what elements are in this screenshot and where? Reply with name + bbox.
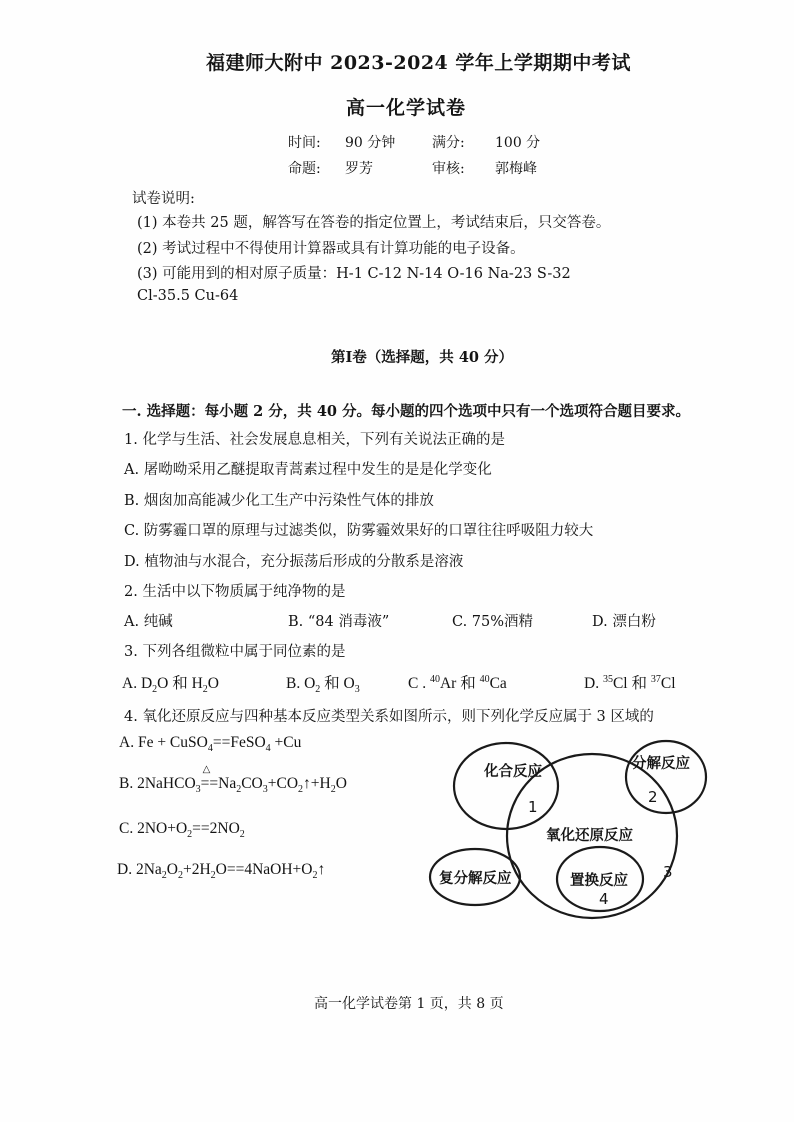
instructions-heading: 试卷说明: <box>132 191 195 207</box>
exam-subtitle: 高一化学试卷 <box>346 97 467 119</box>
combination-circle <box>454 743 558 829</box>
instruction-item: (1) 本卷共 25 题，解答写在答卷的指定位置上，考试结束后，只交答卷。 <box>137 215 611 231</box>
q3-option-d: D. $^{35}$Cl 和 $^{37}$Cl <box>584 673 676 692</box>
author-label: 命题: <box>288 161 321 177</box>
region-1-label: 1 <box>528 798 538 816</box>
section-title: 第Ⅰ卷（选择题，共 40 分） <box>331 349 514 366</box>
q2-option-c: C. 75%酒精 <box>452 614 534 630</box>
section-heading: 一. 选择题：每小题 2 分，共 40 分。每小题的四个选项中只有一个选项符合题目要求。 <box>122 403 691 420</box>
author-value: 罗芳 <box>345 161 373 177</box>
q2-option-d: D. 漂白粉 <box>592 614 656 630</box>
score-label: 满分: <box>432 135 465 151</box>
q3-stem: 3. 下列各组微粒中属于同位素的是 <box>124 644 346 660</box>
q3-option-a: A. $D_2O$ 和 $H_2O$ <box>122 675 219 696</box>
instruction-item: (2) 考试过程中不得使用计算器或具有计算功能的电子设备。 <box>137 241 525 257</box>
q1-option-b: B. 烟囱加高能减少化工生产中污染性气体的排放 <box>124 493 434 509</box>
redox-label: 氧化还原反应 <box>546 828 633 844</box>
q2-option-b: B. “84 消毒液” <box>288 614 390 630</box>
heat-symbol: △ <box>202 764 211 775</box>
reviewer-value: 郭梅峰 <box>495 161 537 177</box>
combination-label: 化合反应 <box>484 764 542 780</box>
decomposition-circle <box>626 741 706 813</box>
page-footer: 高一化学试卷第 1 页，共 8 页 <box>314 996 504 1012</box>
exam-title: 福建师大附中 2023-2024 学年上学期期中考试 <box>206 52 631 74</box>
reviewer-label: 审核: <box>432 161 465 177</box>
decomposition-label: 分解反应 <box>632 756 690 772</box>
q1-option-c: C. 防雾霾口罩的原理与过滤类似，防雾霾效果好的口罩往往呼吸阻力较大 <box>124 523 594 539</box>
region-4-label: 4 <box>599 890 609 908</box>
displacement-label: 置换反应 <box>570 873 628 889</box>
q2-option-a: A. 纯碱 <box>124 614 173 630</box>
double-decomposition-label: 复分解反应 <box>439 871 512 887</box>
reaction-type-diagram <box>420 732 720 932</box>
instruction-item: (3) 可能用到的相对原子质量：H-1 C-12 N-14 O-16 Na-23 S-32 <box>137 266 571 282</box>
q4-option-d: D. $2Na_2O_2+2H_2O==4NaOH+O_2↑$ <box>117 861 326 882</box>
q2-stem: 2. 生活中以下物质属于纯净物的是 <box>124 584 346 600</box>
q3-option-c: C . $^{40}$Ar 和 $^{40}$Ca <box>408 673 507 692</box>
q3-option-b: B. $O_2$ 和 $O_3$ <box>286 675 360 696</box>
q1-option-d: D. 植物油与水混合，充分振荡后形成的分散系是溶液 <box>124 554 464 570</box>
instruction-item-continued: Cl-35.5 Cu-64 <box>137 288 239 304</box>
q1-stem: 1. 化学与生活、社会发展息息相关，下列有关说法正确的是 <box>124 432 505 448</box>
time-value: 90 分钟 <box>345 135 396 151</box>
q1-option-a: A. 屠呦呦采用乙醚提取青蒿素过程中发生的是是化学变化 <box>124 462 492 478</box>
time-label: 时间: <box>288 135 321 151</box>
region-3-label: 3 <box>663 863 673 881</box>
q4-option-a: A. Fe + CuSO$_4$==FeSO$_4$ +Cu <box>119 734 302 755</box>
q4-option-b: B. 2NaHCO$_3$ △ $==Na_2CO_3+CO_2↑+H_2O$ <box>119 764 347 796</box>
q4-option-c: C. $2NO+O_2==2NO_2$ <box>119 820 245 841</box>
region-2-label: 2 <box>648 788 658 806</box>
score-value: 100 分 <box>495 135 541 151</box>
q4-stem: 4. 氧化还原反应与四种基本反应类型关系如图所示，则下列化学反应属于 3 区域的 <box>124 709 654 725</box>
